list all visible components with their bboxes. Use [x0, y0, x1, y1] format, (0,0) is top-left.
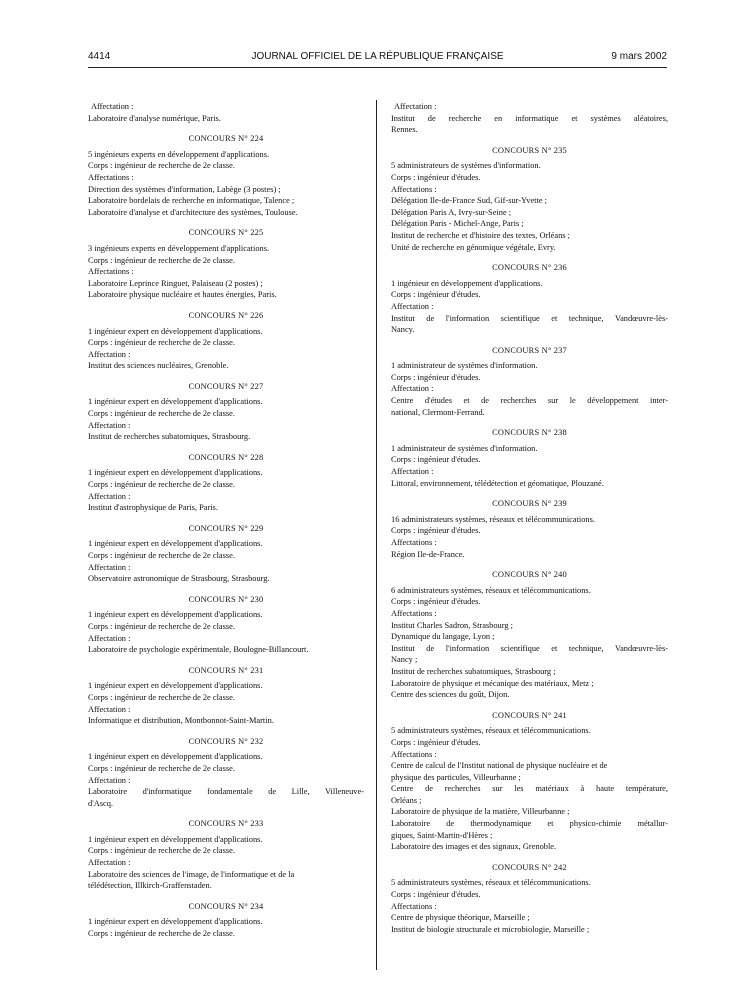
concours-line: Région Ile-de-France.	[391, 549, 465, 559]
concours-title: CONCOURS N° 239	[492, 499, 567, 509]
concours-title: CONCOURS N° 236	[492, 263, 567, 273]
concours-line: Dynamique du langage, Lyon ;	[391, 632, 495, 642]
concours-line: 5 administrateurs de systèmes d'information.	[391, 161, 541, 171]
concours-line: Institut des sciences nucléaires, Grenoble.	[88, 361, 229, 371]
concours-line: Corps : ingénieur d'études.	[391, 372, 481, 382]
concours-line: giques, Saint-Martin-d'Hères ;	[391, 830, 493, 840]
concours-section	[88, 818, 364, 892]
concours-line: Affectation :	[88, 562, 131, 572]
concours-line: Affectations :	[391, 608, 437, 618]
concours-line: Corps : ingénieur de recherche de 2e classe.	[88, 480, 235, 490]
concours-line: Institut de recherche et d'histoire des textes, Orléans ;	[391, 230, 570, 240]
concours-title: CONCOURS N° 241	[492, 710, 567, 720]
concours-line: Direction des systèmes d'information, Labège (3 postes) ;	[88, 184, 281, 194]
concours-line: Corps : ingénieur de recherche de 2e classe.	[88, 255, 235, 265]
intro-affectation-label: Affectation :	[91, 102, 134, 111]
page-header	[88, 51, 667, 67]
concours-line: Affectations :	[391, 538, 437, 547]
concours-line: Affectation :	[88, 704, 131, 714]
concours-line: Laboratoire d'informatique fondamentale de Lille, Villeneuve-	[88, 787, 364, 797]
concours-title: CONCOURS N° 227	[188, 381, 264, 391]
concours-line: Corps : ingénieur de recherche de 2e classe.	[88, 551, 235, 560]
concours-line: 1 administrateur de systèmes d'information.	[391, 443, 538, 453]
concours-line: Laboratoire bordelais de recherche en informatique, Talence ;	[88, 196, 295, 206]
concours-line: Corps : ingénieur d'études.	[391, 737, 481, 747]
concours-line: Affectations :	[88, 267, 134, 277]
concours-line: Affectation :	[88, 858, 131, 868]
concours-section	[391, 498, 668, 560]
concours-line: 3 ingénieurs experts en développement d'applications.	[88, 243, 270, 253]
concours-line: Corps : ingénieur de recherche de 2e classe.	[88, 763, 235, 773]
concours-section	[88, 452, 364, 514]
concours-line: Corps : ingénieur de recherche de 2e classe.	[88, 692, 235, 702]
concours-section	[391, 262, 668, 336]
concours-line: Centre des sciences du goût, Dijon.	[391, 690, 510, 700]
concours-line: 1 ingénieur expert en développement d'applications.	[88, 752, 263, 762]
concours-section	[391, 345, 668, 419]
concours-line: physique des particules, Villeurbanne ;	[391, 772, 521, 782]
left-column	[88, 101, 364, 940]
concours-line: Corps : ingénieur de recherche de 2e classe.	[88, 929, 235, 939]
concours-line: Laboratoire des sciences de l'image, de l'informatique et de la	[88, 869, 295, 879]
header-rule	[88, 67, 667, 68]
concours-title: CONCOURS N° 240	[492, 570, 567, 580]
intro-affectation-line: Institut de recherche en informatique et systèmes aléatoires,	[391, 113, 668, 123]
concours-line: Littoral, environnement, télédétection et géomatique, Plouzané.	[391, 478, 604, 488]
concours-line: Laboratoire d'analyse et d'architecture des systèmes, Toulouse.	[88, 207, 298, 217]
concours-title: CONCOURS N° 238	[492, 428, 567, 438]
concours-section	[88, 523, 364, 585]
concours-title: CONCOURS N° 229	[188, 523, 264, 533]
concours-title: CONCOURS N° 231	[188, 665, 264, 675]
concours-title: CONCOURS N° 230	[188, 594, 264, 604]
intro-affectation-line: Rennes.	[391, 125, 418, 135]
concours-title: CONCOURS N° 242	[492, 862, 567, 872]
concours-line: Laboratoire de physique et mécanique des matériaux, Metz ;	[391, 678, 594, 688]
concours-line: Centre d'études et de recherches sur le développement inter-	[391, 396, 668, 406]
concours-line: Corps : ingénieur d'études.	[391, 890, 481, 900]
concours-line: 1 ingénieur expert en développement d'applications.	[88, 834, 263, 844]
concours-title: CONCOURS N° 226	[188, 310, 264, 320]
concours-section	[88, 227, 364, 301]
concours-line: Informatique et distribution, Montbonnot-Saint-Martin.	[88, 716, 274, 726]
concours-line: Orléans ;	[391, 795, 422, 805]
concours-line: Institut de recherches subatomiques, Strasbourg.	[88, 432, 251, 442]
concours-section	[391, 145, 668, 253]
concours-section	[88, 381, 364, 443]
concours-section	[391, 710, 668, 853]
concours-line: Affectations :	[88, 172, 134, 182]
concours-title: CONCOURS N° 233	[188, 819, 264, 829]
concours-section	[391, 862, 668, 936]
concours-line: Affectation :	[88, 491, 131, 501]
intro-affectation-lab: Laboratoire d'analyse numérique, Paris.	[88, 113, 221, 123]
concours-line: Délégation Paris A, Ivry-sur-Seine ;	[391, 207, 512, 217]
concours-section	[88, 133, 364, 218]
concours-line: 1 ingénieur expert en développement d'applications.	[88, 917, 263, 927]
concours-title: CONCOURS N° 228	[188, 452, 264, 462]
concours-line: Affectations :	[391, 184, 437, 194]
concours-line: Corps : ingénieur d'études.	[391, 526, 481, 536]
concours-line: 1 ingénieur expert en développement d'applications.	[88, 610, 263, 620]
concours-line: Affectations :	[391, 749, 437, 759]
concours-line: Délégation Paris - Michel-Ange, Paris ;	[391, 219, 524, 229]
concours-section	[88, 665, 364, 727]
concours-line: Corps : ingénieur d'études.	[391, 290, 481, 300]
concours-section	[88, 594, 364, 656]
concours-line: Délégation Ile-de-France Sud, Gif-sur-Yvette ;	[391, 196, 547, 206]
concours-line: Affectation :	[88, 775, 131, 785]
concours-line: Institut de l'information scientifique et technique, Vandœuvre-lès-	[391, 643, 668, 653]
concours-line: Laboratoire de psychologie expérimentale, Boulogne-Billancourt.	[88, 645, 309, 655]
concours-line: Institut Charles Sadron, Strasbourg ;	[391, 620, 513, 630]
column-divider	[376, 100, 377, 970]
concours-line: Corps : ingénieur d'études.	[391, 172, 481, 182]
concours-line: Unité de recherche en génomique végétale, Evry.	[391, 242, 556, 252]
concours-line: 1 ingénieur en développement d'applications.	[391, 278, 543, 288]
journal-title: JOURNAL OFFICIEL DE LA RÉPUBLIQUE FRANÇAISE	[251, 51, 504, 62]
concours-line: Institut de l'information scientifique et technique, Vandœuvre-lès-	[391, 313, 668, 323]
concours-title: CONCOURS N° 235	[492, 145, 567, 155]
concours-line: Laboratoire de physique de la matière, Villeurbanne ;	[391, 807, 570, 817]
concours-line: Centre de recherches sur les matériaux à haute température,	[391, 784, 668, 794]
issue-date: 9 mars 2002	[611, 51, 667, 62]
concours-line: Affectation :	[88, 420, 131, 430]
concours-line: 1 ingénieur expert en développement d'applications.	[88, 326, 263, 336]
concours-line: Nancy ;	[391, 655, 418, 665]
concours-line: télédétection, Illkirch-Graffenstaden.	[88, 881, 212, 891]
concours-line: Nancy.	[391, 325, 415, 335]
concours-line: Corps : ingénieur d'études.	[391, 455, 481, 465]
concours-line: 5 administrateurs systèmes, réseaux et télécommunications.	[391, 878, 591, 888]
concours-line: Corps : ingénieur de recherche de 2e classe.	[88, 409, 235, 419]
concours-line: 1 ingénieur expert en développement d'applications.	[88, 681, 263, 691]
concours-title: CONCOURS N° 224	[188, 134, 264, 144]
left-concours-list	[88, 133, 364, 939]
concours-line: Centre de physique théorique, Marseille ;	[391, 913, 530, 923]
concours-line: 16 administrateurs systèmes, réseaux et télécommunications.	[391, 514, 595, 524]
page-number: 4414	[88, 51, 111, 62]
concours-line: Affectation :	[88, 633, 131, 643]
right-column	[391, 101, 668, 935]
concours-line: Corps : ingénieur de recherche de 2e classe.	[88, 338, 235, 348]
concours-line: 1 ingénieur expert en développement d'applications.	[88, 539, 263, 549]
concours-line: Laboratoire des images et des signaux, Grenoble.	[391, 842, 557, 852]
concours-section	[88, 901, 364, 940]
right-concours-list	[391, 145, 668, 936]
concours-line: 5 administrateurs systèmes, réseaux et télécommunications.	[391, 726, 591, 736]
concours-line: Laboratoire de thermodynamique et physico-chimie métallur-	[391, 819, 668, 829]
concours-line: 6 administrateurs systèmes, réseaux et télécommunications.	[391, 585, 591, 595]
concours-line: Corps : ingénieur de recherche de 2e classe.	[88, 846, 235, 856]
concours-title: CONCOURS N° 237	[492, 345, 567, 355]
concours-line: Corps : ingénieur de recherche de 2e classe.	[88, 621, 235, 631]
concours-line: d'Ascq.	[88, 798, 114, 808]
concours-line: Centre de calcul de l'Institut national de physique nucléaire et de	[391, 761, 608, 771]
concours-line: 1 administrateur de systèmes d'information.	[391, 361, 538, 371]
concours-section	[88, 736, 364, 810]
concours-title: CONCOURS N° 234	[188, 901, 264, 911]
concours-line: Observatoire astronomique de Strasbourg, Strasbourg.	[88, 574, 270, 584]
concours-line: Institut d'astrophysique de Paris, Paris.	[88, 503, 218, 513]
concours-section	[391, 569, 668, 701]
concours-line: Affectation :	[391, 467, 434, 477]
concours-line: Affectation :	[391, 301, 434, 311]
concours-line: Corps : ingénieur d'études.	[391, 597, 481, 607]
concours-line: 5 ingénieurs experts en développement d'applications.	[88, 149, 270, 159]
concours-title: CONCOURS N° 232	[188, 736, 264, 746]
concours-line: Corps : ingénieur de recherche de 2e classe.	[88, 161, 235, 171]
concours-line: Affectation :	[88, 349, 131, 359]
concours-section	[88, 310, 364, 372]
concours-section	[391, 427, 668, 489]
intro-affectation-label: Affectation :	[394, 102, 437, 111]
concours-line: Laboratoire physique nucléaire et hautes énergies, Paris.	[88, 290, 277, 300]
concours-line: Laboratoire Leprince Ringuet, Palaiseau (2 postes) ;	[88, 278, 263, 288]
concours-title: CONCOURS N° 225	[188, 228, 264, 238]
concours-line: Institut de recherches subatomiques, Strasbourg ;	[391, 666, 556, 676]
concours-line: 1 ingénieur expert en développement d'applications.	[88, 468, 263, 478]
concours-line: Affectation :	[391, 384, 434, 394]
concours-line: national, Clermont-Ferrand.	[391, 407, 485, 417]
concours-line: Affectations :	[391, 901, 437, 911]
concours-line: Institut de biologie structurale et microbiologie, Marseille ;	[391, 924, 590, 934]
concours-line: 1 ingénieur expert en développement d'applications.	[88, 397, 263, 407]
